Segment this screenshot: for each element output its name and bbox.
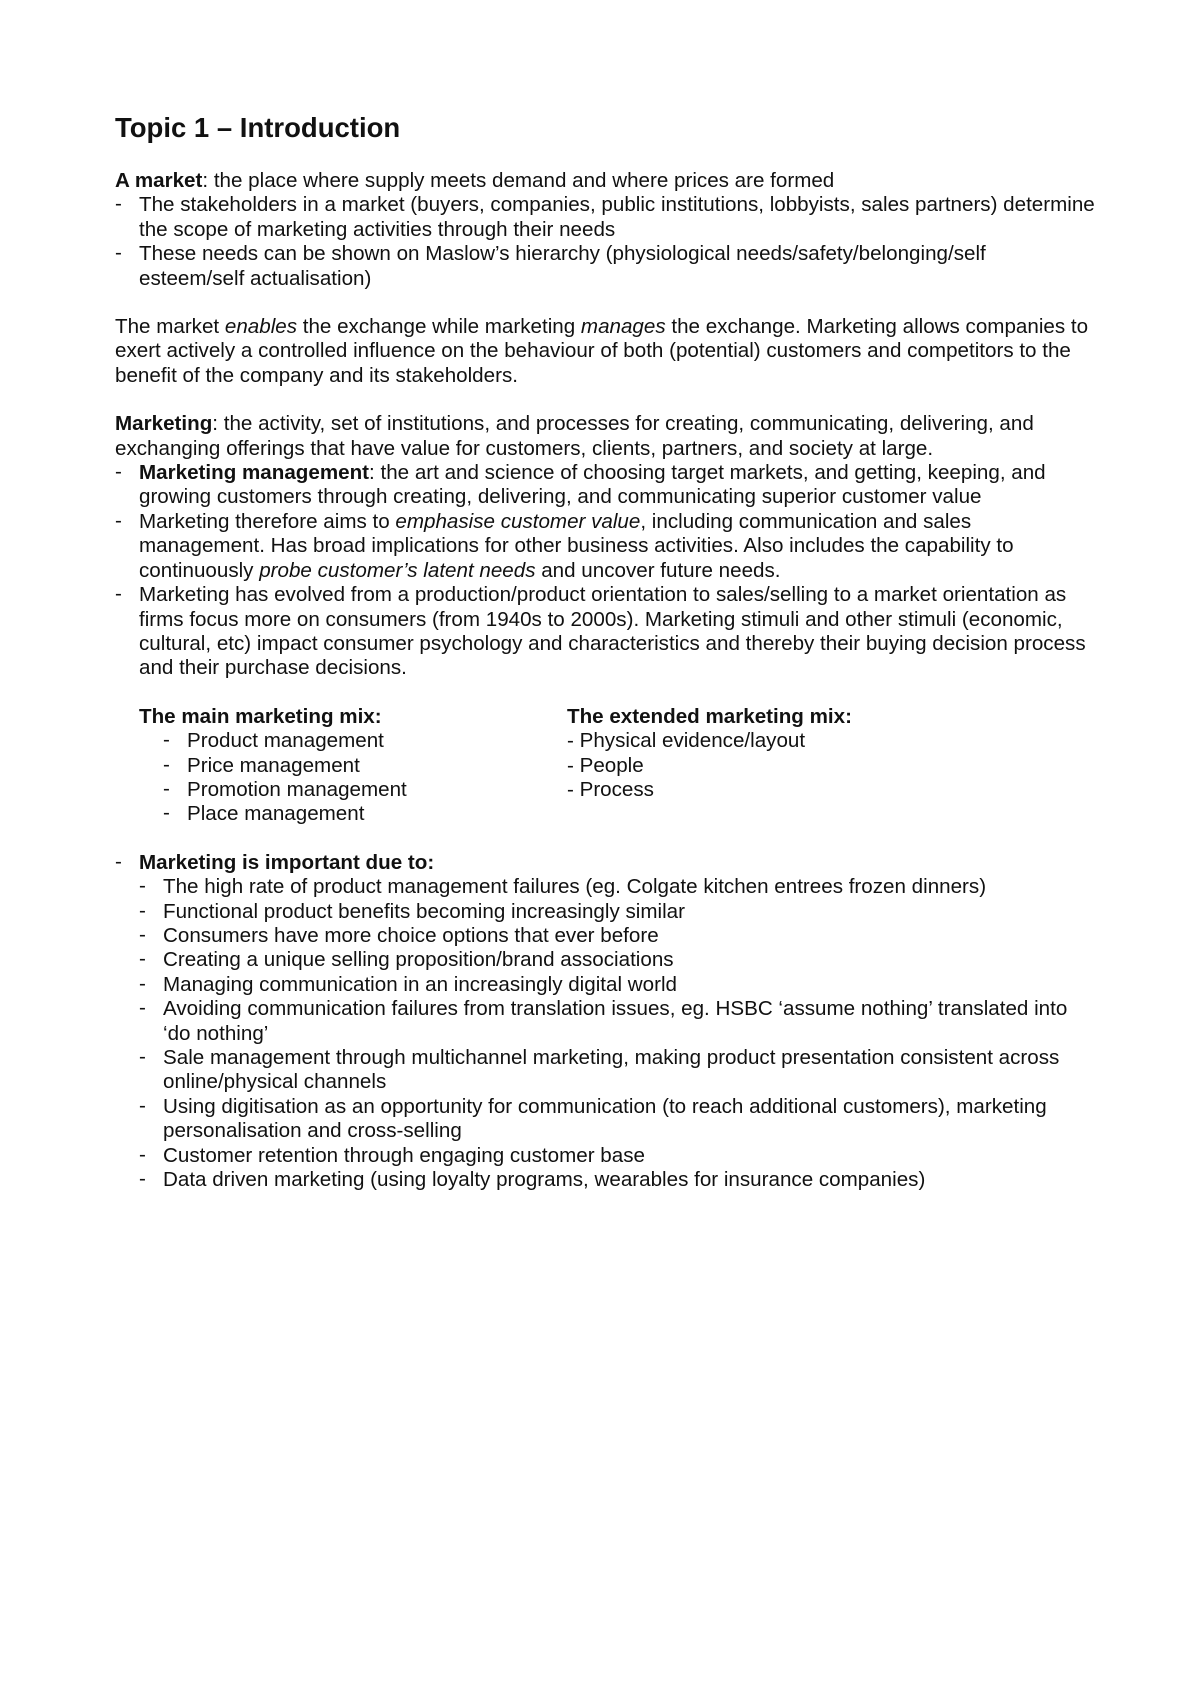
list-item: - Data driven marketing (using loyalty programs, wearables for insurance companies) (139, 1168, 1095, 1192)
list-item: - Sale management through multichannel marketing, making product presentation consistent across online/physical channels (139, 1046, 1095, 1095)
list-item: - The stakeholders in a market (buyers, companies, public institutions, lobbyists, sales partners) determine the scope of marketing activities through their needs (115, 193, 1095, 242)
list-item (115, 851, 1095, 1193)
list-item: - The high rate of product management failures (eg. Colgate kitchen entrees frozen dinners) (139, 875, 1095, 899)
marketing-definition (115, 412, 1095, 461)
market-definition (115, 169, 1095, 193)
importance-list (139, 875, 1095, 1192)
marketing-points-list (115, 461, 1095, 681)
list-item: - Avoiding communication failures from translation issues, eg. HSBC ‘assume nothing’ translated into ‘do nothing’ (139, 997, 1095, 1046)
list-item: - Creating a unique selling proposition/brand associations (139, 948, 1095, 972)
exchange-text: The market (115, 315, 225, 339)
exchange-emphasis: enables (224, 315, 298, 339)
list-item: - Consumers have more choice options that ever before (139, 924, 1095, 948)
marketing-term: Marketing (115, 412, 213, 436)
marketing-management-definition: : the art and science of choosing target markets, and getting, keeping, and growing customers through creating, delivering, and communicating superior customer value (139, 461, 1046, 509)
list-item: - Price management (163, 754, 567, 778)
marketing-management-term: Marketing management (139, 461, 370, 485)
list-item: - Place management (163, 802, 567, 826)
list-item: - Customer retention through engaging customer base (139, 1144, 1095, 1168)
exchange-text: the exchange. Marketing allows companies to exert actively a controlled influence on the behaviour of both (potential) customers and competitors to the benefit of the company and its stakeholders. (115, 315, 1089, 387)
list-item: - Functional product benefits becoming increasingly similar (139, 900, 1095, 924)
market-term: A market (115, 169, 203, 192)
market-points-list (115, 193, 1095, 291)
main-mix-heading: The main marketing mix: (139, 704, 382, 728)
list-item (115, 510, 1095, 583)
extended-mix-heading: The extended marketing mix: (567, 704, 852, 728)
aim-text: , including communication and sales management. Has broad implications for other business activities. Also includes the capability to continuously (139, 509, 1014, 582)
main-marketing-mix (139, 705, 567, 827)
list-item: - Product management (163, 729, 567, 753)
main-mix-list (139, 729, 567, 827)
aim-text: and uncover future needs. (535, 558, 781, 582)
exchange-text: the exchange while marketing (297, 315, 581, 339)
aim-text: Marketing therefore aims to (139, 509, 396, 533)
list-item: - Promotion management (163, 778, 567, 802)
importance-section (115, 851, 1095, 1193)
list-item: - These needs can be shown on Maslow’s hierarchy (physiological needs/safety/belonging/self esteem/self actualisation) (115, 242, 1095, 291)
importance-heading: Marketing is important due to: (139, 850, 435, 874)
list-item: - Marketing has evolved from a production/product orientation to sales/selling to a market orientation as firms focus more on consumers (from 1940s to 2000s). Marketing stimuli and other stimuli (economic, cultural, etc) impact consumer psychology and characteristics and thereby their buying decision process and their purchase decisions. (115, 583, 1095, 681)
extended-marketing-mix (567, 705, 967, 827)
list-item: - Using digitisation as an opportunity for communication (to reach additional customers), marketing personalisation and cross-selling (139, 1095, 1095, 1144)
marketing-mix-section (139, 705, 1095, 827)
marketing-definition-text: : the activity, set of institutions, and processes for creating, communicating, delivering, and exchanging offerings that have value for customers, clients, partners, and society at large. (115, 412, 1034, 460)
exchange-paragraph (115, 315, 1095, 388)
document-page (115, 112, 1095, 1192)
market-definition-text: : the place where supply meets demand and where prices are formed (202, 169, 835, 192)
list-item (115, 461, 1095, 510)
list-item: - Physical evidence/layout (567, 729, 806, 753)
page-title: Topic 1 – Introduction (115, 112, 401, 143)
aim-emphasis: probe customer’s latent needs (259, 558, 536, 582)
exchange-emphasis: manages (580, 315, 666, 339)
list-item: - People (567, 753, 644, 777)
aim-emphasis: emphasise customer value (395, 509, 641, 533)
list-item: - Process (567, 777, 654, 801)
list-item: - Managing communication in an increasingly digital world (139, 973, 1095, 997)
